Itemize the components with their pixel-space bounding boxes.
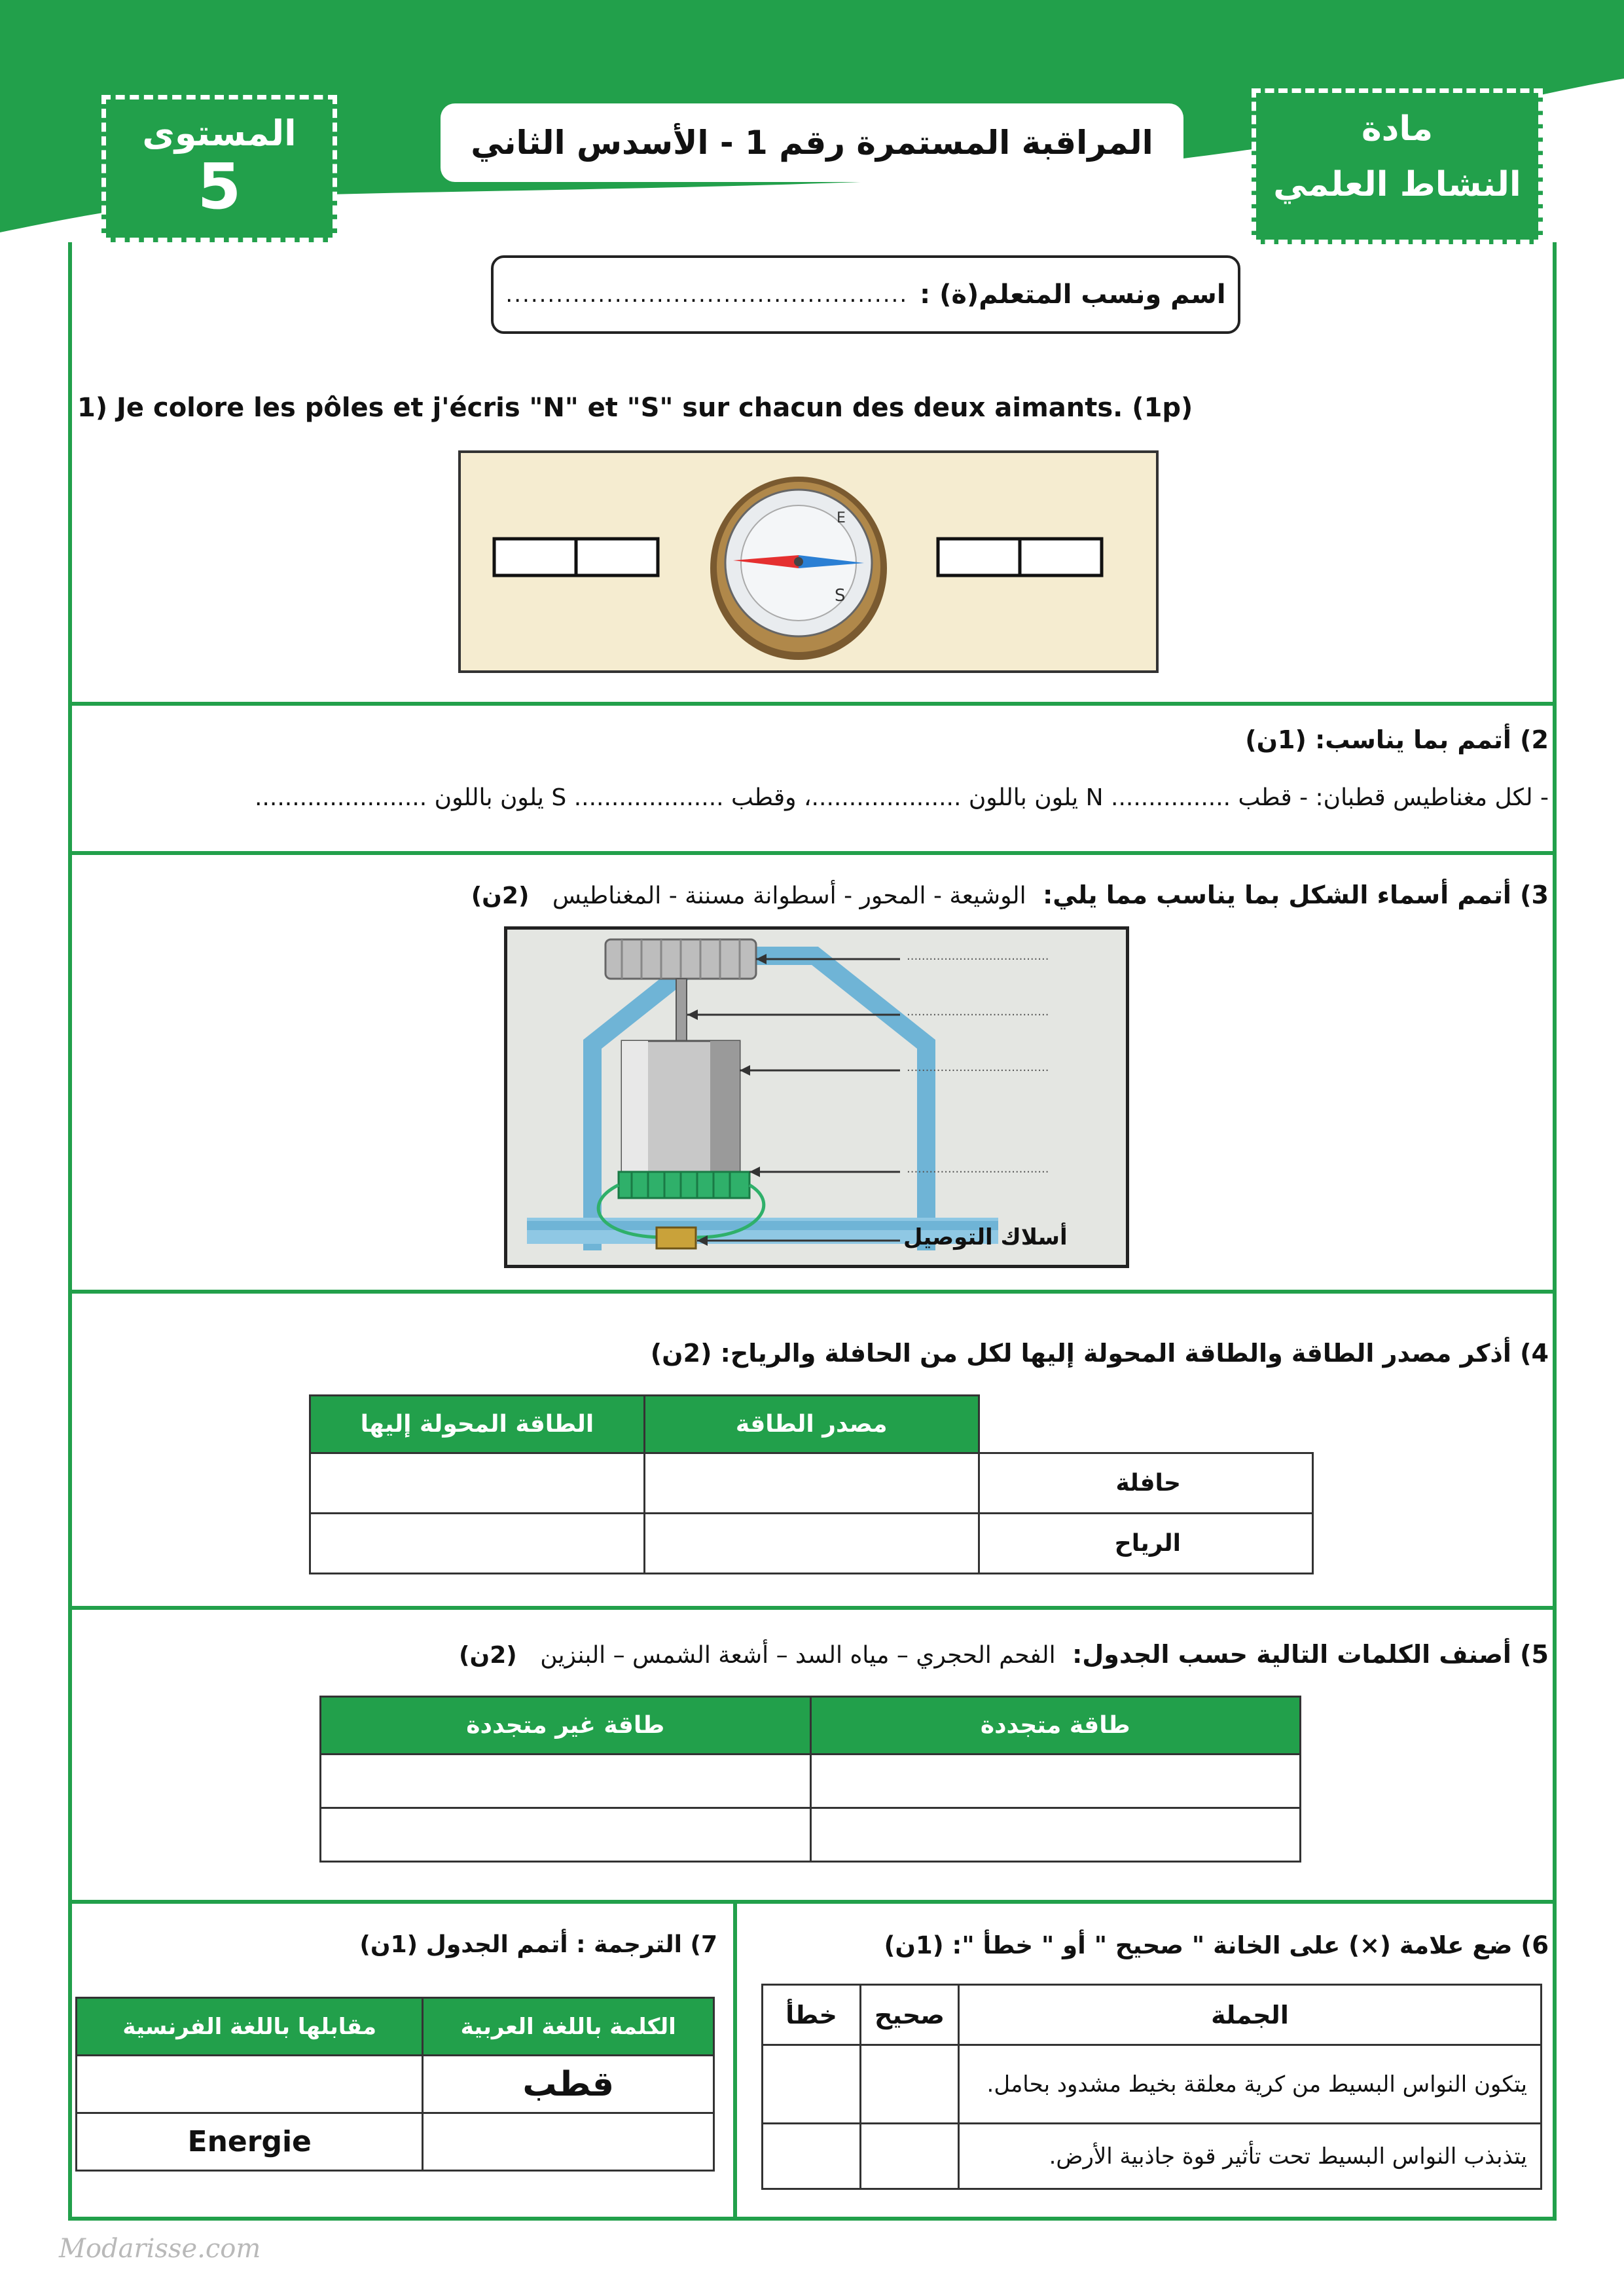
q4-cell-bus-converted[interactable]: [310, 1453, 645, 1514]
q4-table: [309, 1394, 1314, 1574]
q4-row-wind: الرياح: [979, 1514, 1312, 1574]
q5-cell[interactable]: [810, 1755, 1301, 1808]
q6-sentence-2: يتذبذب النواس البسيط تحت تأثير قوة جاذبية الأرض.: [959, 2124, 1542, 2189]
compass-icon: [710, 477, 887, 660]
subject-box: [1252, 88, 1543, 244]
q6-header-sentence: الجملة: [959, 1985, 1542, 2045]
q4-cell-wind-source[interactable]: [644, 1514, 979, 1574]
q3-points: (2ن): [471, 882, 530, 909]
blank-label-4[interactable]: ......................................: [907, 1162, 1049, 1176]
magnet-right[interactable]: [938, 539, 1102, 575]
student-name-field[interactable]: ................................................: [505, 282, 909, 308]
divider: [68, 1290, 1557, 1294]
divider: [733, 1900, 737, 2221]
divider: [68, 702, 1557, 706]
watermark: Modarisse.com: [59, 2234, 261, 2264]
q4-header-converted: الطاقة المحولة إليها: [310, 1396, 645, 1453]
page-title: [441, 103, 1183, 182]
q3-title: 3) أتمم أسماء الشكل بما يناسب مما يلي:: [1043, 881, 1549, 909]
q6-header-false: خطأ: [763, 1985, 861, 2045]
divider: [68, 1606, 1557, 1610]
divider: [68, 1900, 1557, 1904]
q4-cell-bus-source[interactable]: [644, 1453, 979, 1514]
q5-cell[interactable]: [321, 1755, 811, 1808]
level-value: 5: [197, 150, 242, 223]
q6-cell-true-2[interactable]: [861, 2124, 959, 2189]
subject-value: النشاط العلمي: [1273, 165, 1521, 204]
level-label: المستوى: [142, 113, 297, 154]
page-title-text: المراقبة المستمرة رقم 1 - الأسدس الثاني: [471, 124, 1153, 162]
svg-text:E: E: [837, 510, 846, 526]
q7-cell-arabic-2[interactable]: [423, 2113, 714, 2171]
q7-title: 7) الترجمة : أتمم الجدول (1ن): [359, 1931, 717, 1958]
blank-label-1[interactable]: ......................................: [907, 949, 1049, 963]
wires-label: أسلاك التوصيل: [903, 1224, 1068, 1250]
q7-header-french: مقابلها باللغة الفرنسية: [77, 1998, 423, 2056]
q6-cell-false-1[interactable]: [763, 2045, 861, 2124]
blank-label-2[interactable]: ......................................: [907, 1005, 1049, 1019]
q7-header-arabic: الكلمة باللغة العربية: [423, 1998, 714, 2056]
q3-title-line: [471, 881, 1549, 909]
level-box: [101, 95, 337, 242]
q5-title: 5) أصنف الكلمات التالية حسب الجدول:: [1072, 1640, 1549, 1669]
q4-header-source: مصدر الطاقة: [644, 1396, 979, 1453]
q5-points: (2ن): [459, 1642, 517, 1669]
q3-figure: [504, 926, 1129, 1268]
student-name-box: [491, 255, 1240, 334]
q7-word-pole: قطب: [423, 2056, 714, 2113]
magnet-cylinder-icon: [622, 1041, 740, 1172]
q5-words: الفحم الحجري – مياه السد – أشعة الشمس – البنزين: [540, 1642, 1056, 1669]
q6-header-true: صحيح: [861, 1985, 959, 2045]
q5-cell[interactable]: [321, 1808, 811, 1862]
q6-cell-false-2[interactable]: [763, 2124, 861, 2189]
q6-cell-true-1[interactable]: [861, 2045, 959, 2124]
student-name-label: اسم ونسب المتعلم(ة) :: [920, 280, 1226, 310]
q4-title: 4) أذكر مصدر الطاقة والطاقة المحولة إليها لكل من الحافلة والرياح: (2ن): [650, 1339, 1549, 1368]
toothed-cylinder-icon: [605, 939, 756, 979]
magnet-left[interactable]: [494, 539, 658, 575]
q5-table: [319, 1696, 1301, 1863]
coil-icon: [619, 1172, 749, 1198]
q4-row-bus: حافلة: [979, 1453, 1312, 1514]
q7-cell-french-1[interactable]: [77, 2056, 423, 2113]
svg-text:S: S: [835, 586, 846, 606]
q6-table: [761, 1984, 1542, 2190]
q3-options: الوشيعة - المحور - أسطوانة مسننة - المغناطيس: [552, 882, 1026, 909]
q4-cell-wind-converted[interactable]: [310, 1514, 645, 1574]
q4-corner: [979, 1396, 1312, 1453]
q1-figure: [458, 450, 1159, 673]
q1-instruction: 1) Je colore les pôles et j'écris "N" et "S" sur chacun des deux aimants. (1p): [77, 393, 1193, 423]
q7-word-energie: Energie: [77, 2113, 423, 2171]
subject-label: مادة: [1361, 109, 1434, 149]
q5-title-line: [459, 1640, 1549, 1669]
q5-cell[interactable]: [810, 1808, 1301, 1862]
blank-label-3[interactable]: ......................................: [907, 1061, 1049, 1074]
q5-header-nonrenewable: طاقة غير متجددة: [321, 1697, 811, 1755]
q6-title: 6) ضع علامة (×) على الخانة " صحيح " أو " خطأ ": (1ن): [884, 1931, 1549, 1959]
q5-header-renewable: طاقة متجددة: [810, 1697, 1301, 1755]
q2-sentence[interactable]: - لكل مغناطيس قطبان: - قطب ................ N يلون باللون ....................، وقطب .................... S يلون باللون .......................: [254, 784, 1549, 811]
q2-title: 2) أتمم بما يناسب: (1ن): [1245, 725, 1549, 754]
divider: [68, 851, 1557, 855]
q6-sentence-1: يتكون النواس البسيط من كرية معلقة بخيط مشدود بحامل.: [959, 2045, 1542, 2124]
q7-table: [75, 1997, 715, 2172]
